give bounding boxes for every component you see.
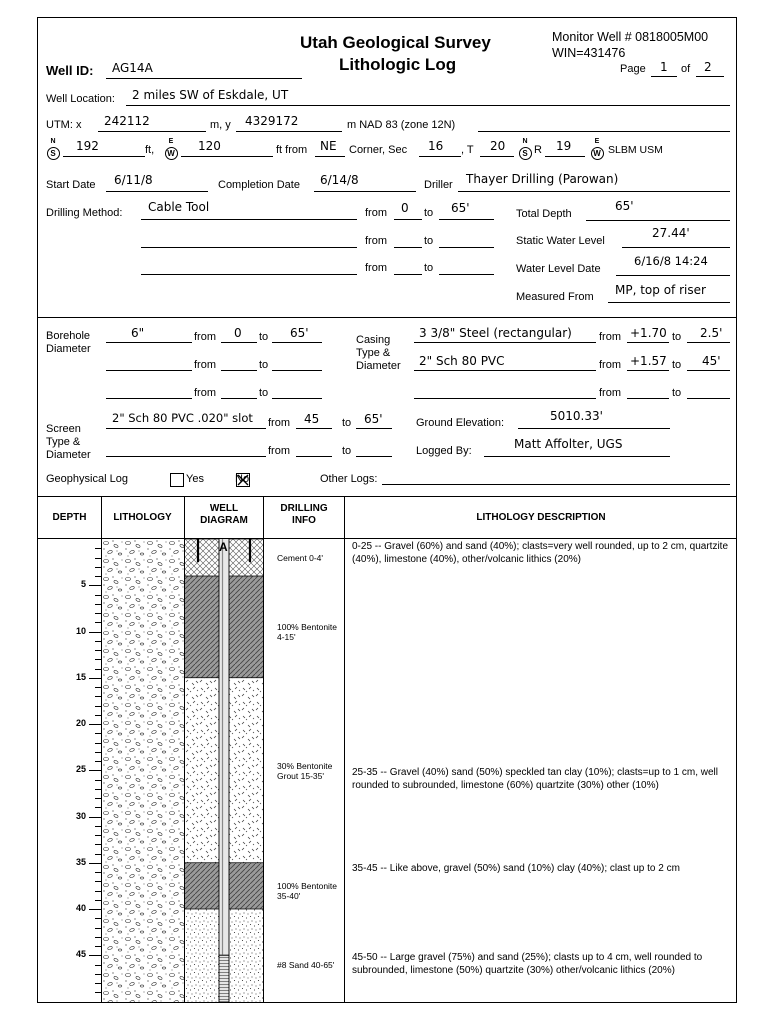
- water-level-date-value: 6/16/8 14:24: [634, 254, 708, 268]
- depth-major-tick: [89, 678, 101, 679]
- casing-2-to-label: to: [672, 359, 682, 371]
- depth-minor-tick: [95, 835, 101, 836]
- drilling-info-note: 30% Bentonite Grout 15-35': [277, 761, 333, 781]
- depth-minor-tick: [95, 928, 101, 929]
- drilling-info-column: [264, 539, 344, 1002]
- ns-indicator-icon: N S: [46, 138, 60, 163]
- depth-major-tick: [89, 585, 101, 586]
- lithology-description-entry: 35-45 -- Like above, gravel (50%) sand (10%) clay (40%); clast up to 2 cm: [352, 862, 680, 874]
- depth-minor-tick: [95, 548, 101, 549]
- page-total: 2: [704, 60, 712, 74]
- depth-tick-label: 40: [75, 903, 86, 913]
- depth-major-tick: [89, 770, 101, 771]
- depth-minor-tick: [95, 937, 101, 938]
- m-y-label: m, y: [210, 119, 231, 131]
- col-lithology-header: LITHOLOGY: [113, 512, 172, 523]
- depth-minor-tick: [95, 826, 101, 827]
- casing-label: Casing Type & Diameter: [356, 334, 401, 372]
- depth-minor-tick: [95, 622, 101, 623]
- bh-to-label-2: to: [259, 359, 269, 371]
- org-title: Utah Geological Survey: [300, 33, 491, 52]
- measured-from-label: Measured From: [516, 291, 594, 303]
- method-to-label: to: [424, 207, 434, 219]
- ground-elevation-label: Ground Elevation:: [416, 417, 505, 429]
- method-to-value: 65': [451, 201, 470, 215]
- ew-indicator-icon: E W: [164, 138, 178, 163]
- depth-minor-tick: [95, 604, 101, 605]
- borehole-diameter-value: 6": [131, 326, 145, 340]
- measured-from-value: MP, top of riser: [615, 283, 706, 297]
- bh-from-label-2: from: [194, 359, 216, 371]
- utm-y-value: 4329172: [245, 114, 299, 128]
- monitor-well-number: Monitor Well # 0818005M00: [552, 30, 709, 44]
- depth-minor-tick: [95, 595, 101, 596]
- screen-to-label: to: [342, 417, 352, 429]
- drilling-info-note: Cement 0-4': [277, 552, 324, 563]
- ground-elevation-value: 5010.33': [550, 409, 603, 423]
- depth-major-tick: [89, 724, 101, 725]
- pvc-riser-pipe: [219, 539, 229, 955]
- bh-to-value: 65': [290, 326, 309, 340]
- casing-2-to-value: 45': [702, 354, 721, 368]
- casing-1-to-value: 2.5': [700, 326, 723, 340]
- range-ew-icon: E W: [590, 138, 604, 163]
- depth-minor-tick: [95, 669, 101, 670]
- depth-minor-tick: [95, 854, 101, 855]
- depth-minor-tick: [95, 659, 101, 660]
- corner-direction-value: NE: [320, 139, 337, 153]
- depth-minor-tick: [95, 761, 101, 762]
- drilling-info-note: 100% Bentonite 4-15': [277, 622, 338, 643]
- well-location-label: Well Location:: [46, 93, 115, 105]
- casing-1-value: 3 3/8" Steel (rectangular): [419, 326, 572, 340]
- other-logs-label: Other Logs:: [320, 473, 378, 485]
- screen-from-label-2: from: [268, 445, 290, 457]
- bh-to-label: to: [259, 331, 269, 343]
- depth-minor-tick: [95, 558, 101, 559]
- depth-tick-label: 45: [75, 949, 86, 960]
- method-from-label-2: from: [365, 235, 387, 247]
- doc-title: Lithologic Log: [339, 55, 457, 74]
- drilling-method-label: Drilling Method:: [46, 207, 123, 219]
- page-number: 1: [660, 60, 668, 74]
- geophysical-yes-checkbox[interactable]: [170, 473, 184, 487]
- well-screen: [219, 955, 229, 1002]
- utm-label: UTM: x: [46, 119, 82, 131]
- depth-minor-tick: [95, 743, 101, 744]
- ft-from-label: ft from: [276, 144, 308, 156]
- casing-1-from-value: +1.70: [630, 326, 667, 340]
- logged-by-value: Matt Affolter, UGS: [514, 437, 623, 451]
- depth-minor-tick: [95, 789, 101, 790]
- depth-tick-label: 20: [75, 718, 86, 728]
- casing-2-from-value: +1.57: [630, 354, 667, 368]
- township-label: , T: [461, 144, 474, 156]
- depth-minor-tick: [95, 918, 101, 919]
- method-from-label: from: [365, 207, 387, 219]
- depth-scale: [38, 539, 101, 1002]
- depth-minor-tick: [95, 687, 101, 688]
- depth-minor-tick: [95, 733, 101, 734]
- start-date-label: Start Date: [46, 179, 96, 191]
- township-value: 20: [490, 139, 506, 153]
- driller-value: Thayer Drilling (Parowan): [466, 172, 619, 186]
- screen-to-label-2: to: [342, 445, 352, 457]
- casing-3-to-label: to: [672, 387, 682, 399]
- depth-tick-label: 25: [75, 764, 86, 775]
- static-water-value: 27.44': [652, 226, 690, 240]
- depth-minor-tick: [95, 807, 101, 808]
- casing-3-from-label: from: [599, 387, 621, 399]
- depth-minor-tick: [95, 965, 101, 966]
- screen-to-value: 65': [364, 412, 383, 426]
- depth-minor-tick: [95, 696, 101, 697]
- bh-from-label: from: [194, 331, 216, 343]
- casing-2-from-label: from: [599, 359, 621, 371]
- col-well-diagram-header: WELL DIAGRAM: [200, 503, 248, 526]
- depth-minor-tick: [95, 752, 101, 753]
- method-to-label-2: to: [424, 235, 434, 247]
- depth-minor-tick: [95, 715, 101, 716]
- win-number: WIN=431476: [552, 46, 626, 60]
- logged-by-label: Logged By:: [416, 445, 472, 457]
- bh-from-label-3: from: [194, 387, 216, 399]
- geophysical-no-label: No: [235, 473, 250, 485]
- depth-minor-tick: [95, 983, 101, 984]
- depth-minor-tick: [95, 946, 101, 947]
- depth-minor-tick: [95, 872, 101, 873]
- depth-minor-tick: [95, 891, 101, 892]
- depth-tick-label: 35: [75, 856, 86, 867]
- screen-from-value: 45: [304, 412, 320, 426]
- depth-tick-label: 5: [80, 579, 86, 590]
- datum-label: m NAD 83 (zone 12N): [347, 119, 456, 131]
- depth-minor-tick: [95, 706, 101, 707]
- depth-minor-tick: [95, 974, 101, 975]
- bh-from-value: 0: [234, 326, 242, 340]
- ew-distance-value: 120: [198, 139, 221, 153]
- depth-tick-label: 15: [75, 671, 86, 682]
- casing-1-to-label: to: [672, 331, 682, 343]
- depth-major-tick: [89, 817, 101, 818]
- screen-from-label: from: [268, 417, 290, 429]
- depth-minor-tick: [95, 992, 101, 993]
- section-value: 16: [428, 139, 444, 153]
- screen-label: Screen Type & Diameter: [46, 423, 91, 461]
- township-ns-icon: N S: [518, 138, 532, 163]
- well-id-label: Well ID:: [46, 63, 94, 78]
- depth-tick-label: 10: [75, 625, 86, 636]
- meridian-label: SLBM USM: [608, 144, 663, 156]
- method-from-label-3: from: [365, 262, 387, 274]
- depth-major-tick: [89, 632, 101, 633]
- bh-to-label-3: to: [259, 387, 269, 399]
- lithology-column: [102, 539, 184, 1002]
- depth-minor-tick: [95, 613, 101, 614]
- lithologic-log-form: [37, 17, 737, 1003]
- of-label: of: [681, 63, 691, 75]
- drilling-info-note: 100% Bentonite 35-40': [277, 881, 338, 902]
- method-to-label-3: to: [424, 262, 434, 274]
- lithology-gravel-fill: [102, 539, 184, 1002]
- depth-minor-tick: [95, 844, 101, 845]
- riser-label-a: A: [219, 540, 228, 554]
- geophysical-log-label: Geophysical Log: [46, 473, 128, 485]
- method-from-value: 0: [401, 201, 409, 215]
- start-date-value: 6/11/8: [114, 173, 153, 187]
- utm-x-value: 242112: [104, 114, 150, 128]
- driller-label: Driller: [424, 179, 453, 191]
- depth-minor-tick: [95, 900, 101, 901]
- water-level-date-label: Water Level Date: [516, 263, 601, 275]
- lithology-description-entry: 25-35 -- Gravel (40%) sand (50%) speckled tan clay (10%); clasts=up to 1 cm, well rounded to subrounded, limestone (60%) quartzite (30%) other (10%): [352, 766, 718, 791]
- completion-date-label: Completion Date: [218, 179, 300, 191]
- depth-major-tick: [89, 909, 101, 910]
- corner-sec-label: Corner, Sec: [349, 144, 408, 156]
- screen-value: 2" Sch 80 PVC .020" slot: [112, 411, 253, 425]
- col-drilling-info-header: DRILLING INFO: [280, 503, 328, 526]
- ft-label: ft,: [145, 144, 155, 156]
- depth-minor-tick: [95, 798, 101, 799]
- lithology-description-column: [344, 539, 738, 1002]
- page-label: Page: [620, 63, 646, 75]
- well-diagram: [185, 539, 263, 1002]
- depth-minor-tick: [95, 650, 101, 651]
- depth-minor-tick: [95, 881, 101, 882]
- casing-1-from-label: from: [599, 331, 621, 343]
- range-label: R: [534, 144, 542, 156]
- depth-major-tick: [89, 955, 101, 956]
- lithology-description-entry: 45-50 -- Large gravel (75%) and sand (25%); clasts up to 4 cm, well rounded to subrounded, limestone (50%) quartzite (30%) other/volcanic lithics (20%): [352, 951, 703, 976]
- casing-2-value: 2" Sch 80 PVC: [419, 354, 505, 368]
- total-depth-value: 65': [615, 199, 634, 213]
- well-location-value: 2 miles SW of Eskdale, UT: [132, 88, 289, 102]
- range-value: 19: [556, 139, 572, 153]
- depth-minor-tick: [95, 641, 101, 642]
- depth-minor-tick: [95, 780, 101, 781]
- borehole-diameter-label: Borehole Diameter: [46, 330, 91, 355]
- completion-date-value: 6/14/8: [320, 173, 359, 187]
- depth-minor-tick: [95, 567, 101, 568]
- drilling-info-note: #8 Sand 40-65': [277, 959, 335, 970]
- depth-tick-label: 30: [75, 810, 86, 821]
- drilling-method-value: Cable Tool: [148, 200, 210, 214]
- geophysical-yes-label: Yes: [186, 473, 204, 485]
- ns-distance-value: 192: [76, 139, 99, 153]
- col-description-header: LITHOLOGY DESCRIPTION: [476, 512, 606, 523]
- col-depth-header: DEPTH: [52, 512, 87, 523]
- static-water-label: Static Water Level: [516, 235, 605, 247]
- total-depth-label: Total Depth: [516, 208, 572, 220]
- depth-major-tick: [89, 863, 101, 864]
- well-id-value: AG14A: [112, 61, 153, 75]
- lithology-description-entry: 0-25 -- Gravel (60%) and sand (40%); clasts=very well rounded, up to 2 cm, quartzite (40%), limestone (40%), other/volcanic lithics (20%): [352, 540, 729, 565]
- depth-minor-tick: [95, 576, 101, 577]
